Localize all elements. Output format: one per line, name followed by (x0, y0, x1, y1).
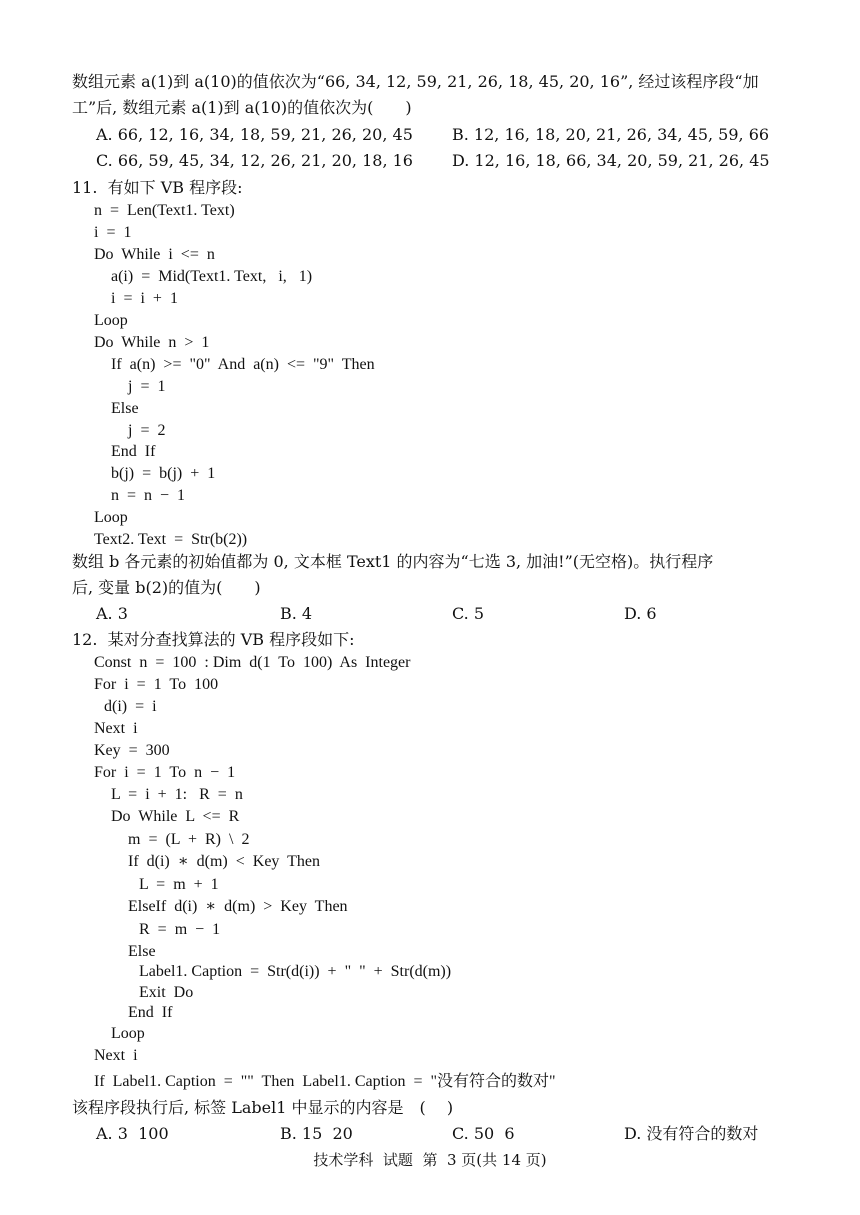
q12-code-line: Next i (94, 1047, 138, 1064)
q11-stem-line2: 后, 变量 b(2)的值为( ) (72, 578, 261, 597)
q12-code-line: L = i + 1: R = n (111, 786, 243, 803)
q11-code-line: Loop (94, 509, 128, 526)
q11-option-d: D. 6 (624, 604, 657, 623)
q12-code-line: m = (L + R) \ 2 (128, 831, 250, 848)
q11-code-line: End If (111, 443, 156, 460)
q12-code-line: Do While L <= R (111, 808, 240, 825)
q12-code-line: If d(i) ∗ d(m) < Key Then (128, 853, 320, 870)
page-footer: 技术学科 试题 第 3 页(共 14 页) (313, 1151, 547, 1169)
q11-code-line: Text2. Text = Str(b(2)) (94, 531, 248, 548)
q12-code-line: L = m + 1 (139, 876, 219, 893)
q11-option-c: C. 5 (452, 604, 485, 623)
q12-code-line: R = m − 1 (139, 921, 221, 938)
q10-option-d: D. 12, 16, 18, 66, 34, 20, 59, 21, 26, 45 (452, 151, 770, 170)
q12-code-line: Const n = 100 : Dim d(1 To 100) As Integer (94, 654, 411, 671)
q11-code-line: a(i) = Mid(Text1. Text, i, 1) (111, 268, 313, 285)
q11-code-line: b(j) = b(j) + 1 (111, 465, 216, 482)
q11-code-line: n = n − 1 (111, 487, 186, 504)
q12-option-a: A. 3 100 (96, 1124, 169, 1143)
q12-code-line: Else (128, 943, 156, 960)
q12-option-b: B. 15 20 (280, 1124, 353, 1143)
q11-code-line: Loop (94, 312, 128, 329)
q11-option-b: B. 4 (280, 604, 313, 623)
q11-code-line: i = 1 (94, 224, 132, 241)
q11-code-line: Do While i <= n (94, 246, 215, 263)
q12-code-line: Key = 300 (94, 742, 170, 759)
q12-code-line: Label1. Caption = Str(d(i)) + " " + Str(d(m)) (139, 963, 452, 980)
q12-option-c: C. 50 6 (452, 1124, 515, 1143)
q12-code-line: d(i) = i (104, 698, 157, 715)
q10-stem-line1: 数组元素 a(1)到 a(10)的值依次为“66, 34, 12, 59, 21, 26, 18, 45, 20, 16”, 经过该程序段“加 (72, 72, 759, 91)
q11-code-line: If a(n) >= "0" And a(n) <= "9" Then (111, 356, 375, 373)
q11-option-a: A. 3 (96, 604, 128, 623)
q11-title: 11. 有如下 VB 程序段: (72, 178, 243, 197)
q12-code-line: For i = 1 To 100 (94, 676, 219, 693)
q12-stem: 该程序段执行后, 标签 Label1 中显示的内容是 ( ) (72, 1098, 454, 1117)
q11-code-line: i = i + 1 (111, 290, 178, 307)
q11-code-line: Else (111, 400, 139, 417)
q12-code-line: Loop (111, 1025, 145, 1042)
q11-code-line: j = 1 (128, 378, 166, 395)
q11-code-line: j = 2 (128, 422, 166, 439)
q12-code-line: End If (128, 1004, 173, 1021)
q11-code-line: n = Len(Text1. Text) (94, 202, 235, 219)
q12-code-line: Exit Do (139, 984, 194, 1001)
q10-option-b: B. 12, 16, 18, 20, 21, 26, 34, 45, 59, 66 (452, 125, 770, 144)
q10-option-a: A. 66, 12, 16, 34, 18, 59, 21, 26, 20, 45 (96, 125, 413, 144)
q11-stem-line1: 数组 b 各元素的初始值都为 0, 文本框 Text1 的内容为“七选 3, 加油!”(无空格)。执行程序 (72, 552, 714, 571)
q12-code-line: ElseIf d(i) ∗ d(m) > Key Then (128, 898, 348, 915)
q12-title: 12. 某对分查找算法的 VB 程序段如下: (72, 630, 355, 649)
q12-option-d: D. 没有符合的数对 (624, 1124, 759, 1143)
q10-stem-line2: 工”后, 数组元素 a(1)到 a(10)的值依次为( ) (72, 98, 412, 117)
q11-code-line: Do While n > 1 (94, 334, 210, 351)
q12-code-line: For i = 1 To n − 1 (94, 764, 236, 781)
q12-code-line: If Label1. Caption = "" Then Label1. Caption = "没有符合的数对" (94, 1073, 556, 1090)
q12-code-line: Next i (94, 720, 138, 737)
q10-option-c: C. 66, 59, 45, 34, 12, 26, 21, 20, 18, 16 (96, 151, 413, 170)
